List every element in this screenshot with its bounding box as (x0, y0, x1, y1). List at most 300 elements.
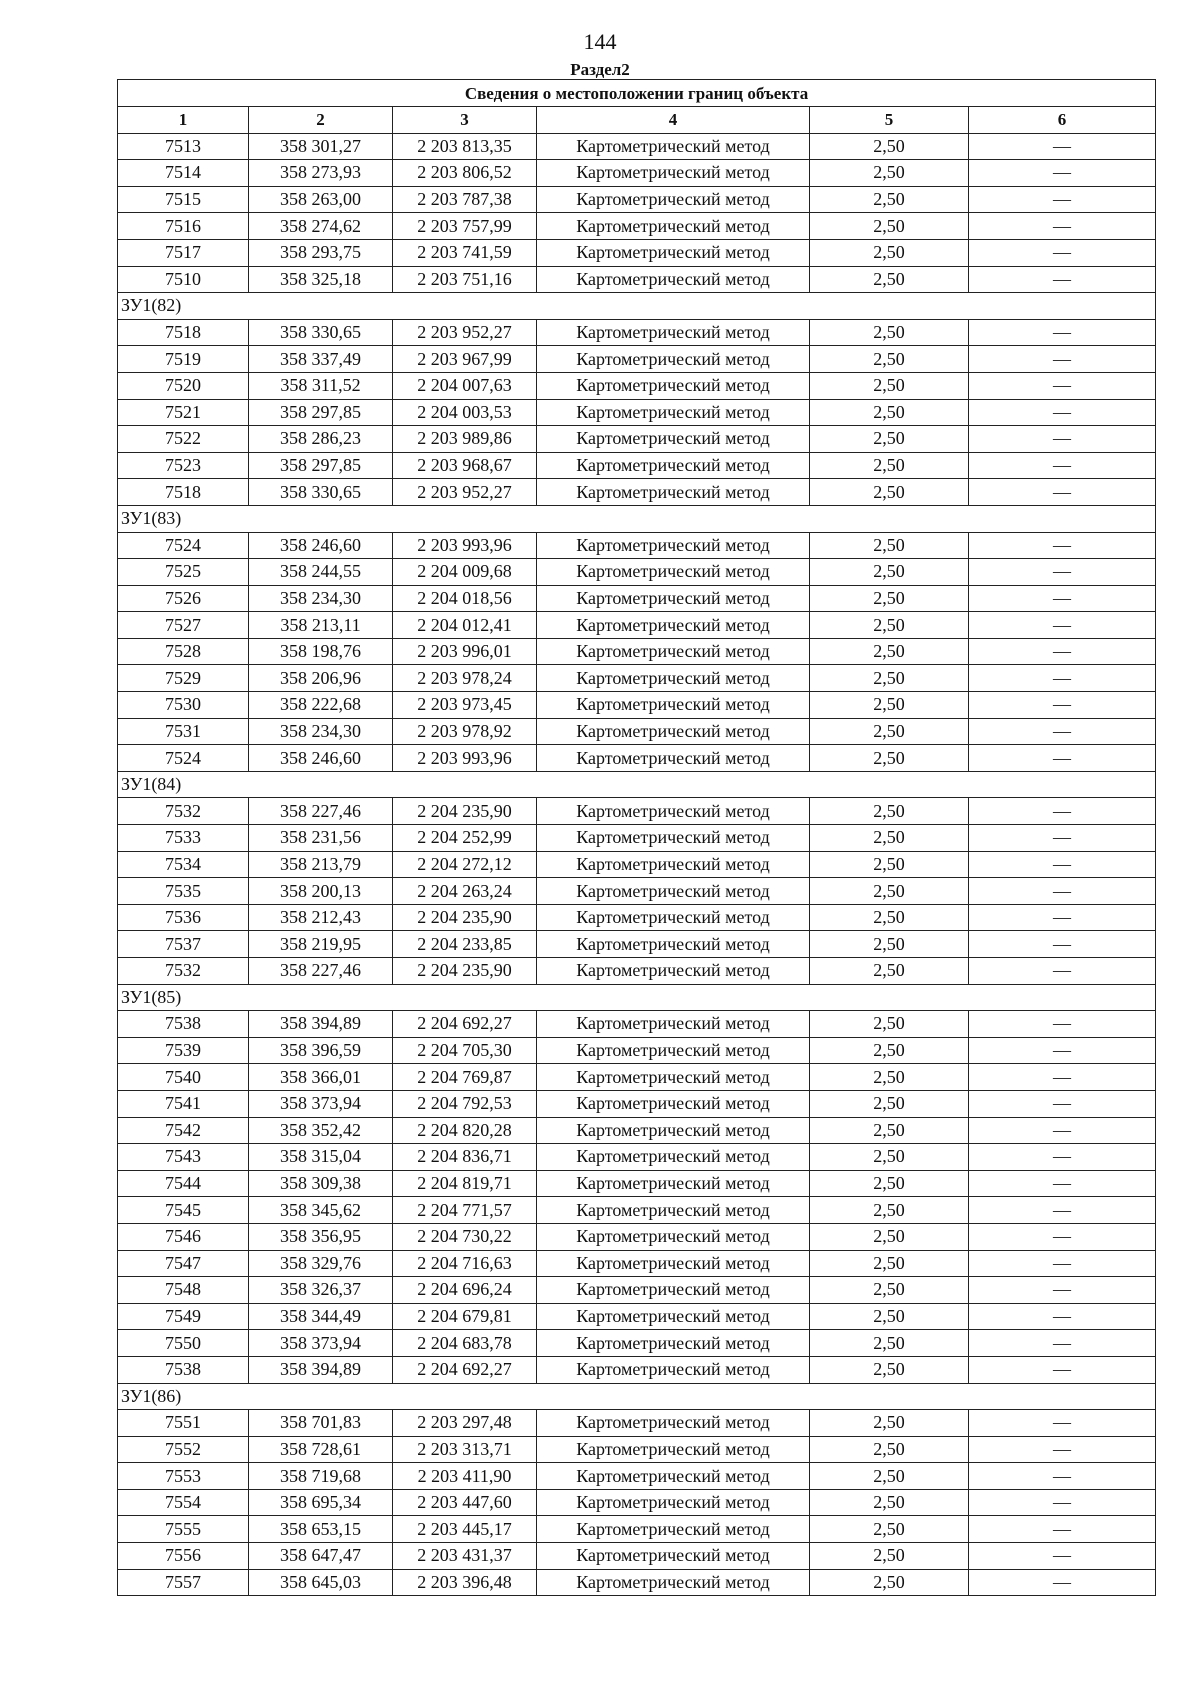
page-number: 144 (583, 29, 617, 54)
method-cell: Картометрический метод (537, 346, 810, 373)
accuracy-cell: 2,50 (810, 559, 969, 586)
table-row (118, 612, 1156, 639)
method-cell: Картометрический метод (537, 239, 810, 266)
description-cell: — (969, 1117, 1156, 1144)
accuracy-cell: 2,50 (810, 1303, 969, 1330)
column-number-header: 5 (810, 107, 969, 134)
y-coordinate-cell: 2 204 692,27 (393, 1011, 537, 1038)
accuracy-cell: 2,50 (810, 878, 969, 905)
y-coordinate-cell: 2 203 411,90 (393, 1463, 537, 1490)
method-cell: Картометрический метод (537, 1463, 810, 1490)
description-cell: — (969, 1090, 1156, 1117)
description-cell: — (969, 718, 1156, 745)
group-header-row (118, 771, 1156, 798)
description-cell: — (969, 1277, 1156, 1304)
table-row (118, 1037, 1156, 1064)
y-coordinate-cell: 2 203 973,45 (393, 692, 537, 719)
boundary-coordinates-table (117, 79, 1156, 1596)
description-cell: — (969, 213, 1156, 240)
method-cell: Картометрический метод (537, 372, 810, 399)
point-number-cell: 7530 (118, 692, 249, 719)
description-cell: — (969, 851, 1156, 878)
x-coordinate-cell: 358 246,60 (249, 532, 393, 559)
y-coordinate-cell: 2 203 993,96 (393, 745, 537, 772)
accuracy-cell: 2,50 (810, 665, 969, 692)
x-coordinate-cell: 358 344,49 (249, 1303, 393, 1330)
point-number-cell: 7531 (118, 718, 249, 745)
accuracy-cell: 2,50 (810, 1463, 969, 1490)
table-row (118, 426, 1156, 453)
table-row (118, 665, 1156, 692)
x-coordinate-cell: 358 213,79 (249, 851, 393, 878)
description-cell: — (969, 1516, 1156, 1543)
accuracy-cell: 2,50 (810, 452, 969, 479)
point-number-cell: 7520 (118, 372, 249, 399)
group-header-row (118, 1383, 1156, 1410)
point-number-cell: 7556 (118, 1543, 249, 1570)
point-number-cell: 7542 (118, 1117, 249, 1144)
method-cell: Картометрический метод (537, 1011, 810, 1038)
description-cell: — (969, 559, 1156, 586)
table-row (118, 1410, 1156, 1437)
group-header-row (118, 505, 1156, 532)
point-number-cell: 7515 (118, 186, 249, 213)
accuracy-cell: 2,50 (810, 160, 969, 187)
y-coordinate-cell: 2 203 445,17 (393, 1516, 537, 1543)
method-cell: Картометрический метод (537, 878, 810, 905)
description-cell: — (969, 1197, 1156, 1224)
y-coordinate-cell: 2 203 968,67 (393, 452, 537, 479)
description-cell: — (969, 1410, 1156, 1437)
method-cell: Картометрический метод (537, 1356, 810, 1383)
y-coordinate-cell: 2 204 705,30 (393, 1037, 537, 1064)
method-cell: Картометрический метод (537, 186, 810, 213)
method-cell: Картометрический метод (537, 1436, 810, 1463)
method-cell: Картометрический метод (537, 532, 810, 559)
x-coordinate-cell: 358 206,96 (249, 665, 393, 692)
table-row (118, 585, 1156, 612)
description-cell: — (969, 1436, 1156, 1463)
description-cell: — (969, 798, 1156, 825)
description-cell: — (969, 1303, 1156, 1330)
table-row (118, 1197, 1156, 1224)
point-number-cell: 7555 (118, 1516, 249, 1543)
table-row (118, 904, 1156, 931)
accuracy-cell: 2,50 (810, 612, 969, 639)
y-coordinate-cell: 2 204 003,53 (393, 399, 537, 426)
table-row (118, 160, 1156, 187)
point-number-cell: 7527 (118, 612, 249, 639)
accuracy-cell: 2,50 (810, 1489, 969, 1516)
description-cell: — (969, 904, 1156, 931)
point-number-cell: 7514 (118, 160, 249, 187)
y-coordinate-cell: 2 203 396,48 (393, 1569, 537, 1596)
description-cell: — (969, 160, 1156, 187)
method-cell: Картометрический метод (537, 798, 810, 825)
x-coordinate-cell: 358 273,93 (249, 160, 393, 187)
method-cell: Картометрический метод (537, 266, 810, 293)
point-number-cell: 7550 (118, 1330, 249, 1357)
x-coordinate-cell: 358 244,55 (249, 559, 393, 586)
table-row (118, 745, 1156, 772)
method-cell: Картометрический метод (537, 638, 810, 665)
table-row (118, 798, 1156, 825)
description-cell: — (969, 1064, 1156, 1091)
y-coordinate-cell: 2 203 806,52 (393, 160, 537, 187)
method-cell: Картометрический метод (537, 1117, 810, 1144)
description-cell: — (969, 1543, 1156, 1570)
description-cell: — (969, 931, 1156, 958)
point-number-cell: 7513 (118, 133, 249, 160)
point-number-cell: 7534 (118, 851, 249, 878)
table-body (118, 133, 1156, 1596)
point-number-cell: 7525 (118, 559, 249, 586)
method-cell: Картометрический метод (537, 1037, 810, 1064)
y-coordinate-cell: 2 203 978,92 (393, 718, 537, 745)
description-cell: — (969, 745, 1156, 772)
table-row (118, 1463, 1156, 1490)
method-cell: Картометрический метод (537, 133, 810, 160)
y-coordinate-cell: 2 203 952,27 (393, 319, 537, 346)
table-row (118, 213, 1156, 240)
method-cell: Картометрический метод (537, 559, 810, 586)
x-coordinate-cell: 358 227,46 (249, 798, 393, 825)
y-coordinate-cell: 2 204 007,63 (393, 372, 537, 399)
method-cell: Картометрический метод (537, 452, 810, 479)
accuracy-cell: 2,50 (810, 798, 969, 825)
y-coordinate-cell: 2 204 820,28 (393, 1117, 537, 1144)
table-row (118, 1277, 1156, 1304)
table-row (118, 1223, 1156, 1250)
table-row (118, 825, 1156, 852)
x-coordinate-cell: 358 200,13 (249, 878, 393, 905)
x-coordinate-cell: 358 198,76 (249, 638, 393, 665)
table-row (118, 1543, 1156, 1570)
table-caption: Сведения о местоположении границ объекта (118, 80, 1156, 107)
method-cell: Картометрический метод (537, 665, 810, 692)
point-number-cell: 7536 (118, 904, 249, 931)
y-coordinate-cell: 2 204 819,71 (393, 1170, 537, 1197)
x-coordinate-cell: 358 212,43 (249, 904, 393, 931)
description-cell: — (969, 426, 1156, 453)
method-cell: Картометрический метод (537, 479, 810, 506)
table-row (118, 1064, 1156, 1091)
description-cell: — (969, 1011, 1156, 1038)
point-number-cell: 7522 (118, 426, 249, 453)
x-coordinate-cell: 358 311,52 (249, 372, 393, 399)
x-coordinate-cell: 358 309,38 (249, 1170, 393, 1197)
description-cell: — (969, 133, 1156, 160)
description-cell: — (969, 1170, 1156, 1197)
y-coordinate-cell: 2 204 692,27 (393, 1356, 537, 1383)
description-cell: — (969, 638, 1156, 665)
y-coordinate-cell: 2 204 263,24 (393, 878, 537, 905)
description-cell: — (969, 878, 1156, 905)
x-coordinate-cell: 358 394,89 (249, 1011, 393, 1038)
description-cell: — (969, 1330, 1156, 1357)
table-row (118, 186, 1156, 213)
method-cell: Картометрический метод (537, 1277, 810, 1304)
column-number-header: 4 (537, 107, 810, 134)
point-number-cell: 7549 (118, 1303, 249, 1330)
table-row (118, 239, 1156, 266)
method-cell: Картометрический метод (537, 399, 810, 426)
y-coordinate-cell: 2 203 757,99 (393, 213, 537, 240)
method-cell: Картометрический метод (537, 931, 810, 958)
accuracy-cell: 2,50 (810, 1410, 969, 1437)
description-cell: — (969, 1037, 1156, 1064)
method-cell: Картометрический метод (537, 319, 810, 346)
accuracy-cell: 2,50 (810, 1516, 969, 1543)
method-cell: Картометрический метод (537, 426, 810, 453)
y-coordinate-cell: 2 204 272,12 (393, 851, 537, 878)
method-cell: Картометрический метод (537, 1410, 810, 1437)
x-coordinate-cell: 358 653,15 (249, 1516, 393, 1543)
accuracy-cell: 2,50 (810, 1170, 969, 1197)
table-row (118, 958, 1156, 985)
y-coordinate-cell: 2 203 447,60 (393, 1489, 537, 1516)
group-label: ЗУ1(86) (118, 1383, 1156, 1410)
y-coordinate-cell: 2 204 009,68 (393, 559, 537, 586)
x-coordinate-cell: 358 396,59 (249, 1037, 393, 1064)
table-row (118, 878, 1156, 905)
point-number-cell: 7537 (118, 931, 249, 958)
method-cell: Картометрический метод (537, 1197, 810, 1224)
accuracy-cell: 2,50 (810, 1356, 969, 1383)
point-number-cell: 7510 (118, 266, 249, 293)
x-coordinate-cell: 358 293,75 (249, 239, 393, 266)
method-cell: Картометрический метод (537, 1330, 810, 1357)
description-cell: — (969, 266, 1156, 293)
section-title: Раздел2 (570, 60, 630, 79)
method-cell: Картометрический метод (537, 213, 810, 240)
description-cell: — (969, 399, 1156, 426)
description-cell: — (969, 665, 1156, 692)
point-number-cell: 7548 (118, 1277, 249, 1304)
point-number-cell: 7516 (118, 213, 249, 240)
y-coordinate-cell: 2 204 836,71 (393, 1144, 537, 1171)
method-cell: Картометрический метод (537, 958, 810, 985)
column-number-header: 1 (118, 107, 249, 134)
x-coordinate-cell: 358 234,30 (249, 585, 393, 612)
description-cell: — (969, 1569, 1156, 1596)
y-coordinate-cell: 2 203 741,59 (393, 239, 537, 266)
accuracy-cell: 2,50 (810, 399, 969, 426)
description-cell: — (969, 239, 1156, 266)
method-cell: Картометрический метод (537, 1170, 810, 1197)
accuracy-cell: 2,50 (810, 1037, 969, 1064)
table-row (118, 372, 1156, 399)
point-number-cell: 7543 (118, 1144, 249, 1171)
y-coordinate-cell: 2 204 235,90 (393, 904, 537, 931)
accuracy-cell: 2,50 (810, 904, 969, 931)
accuracy-cell: 2,50 (810, 931, 969, 958)
column-number-header: 2 (249, 107, 393, 134)
table-row (118, 1090, 1156, 1117)
point-number-cell: 7544 (118, 1170, 249, 1197)
y-coordinate-cell: 2 204 730,22 (393, 1223, 537, 1250)
accuracy-cell: 2,50 (810, 1543, 969, 1570)
method-cell: Картометрический метод (537, 1516, 810, 1543)
group-header-row (118, 984, 1156, 1011)
y-coordinate-cell: 2 204 683,78 (393, 1330, 537, 1357)
x-coordinate-cell: 358 274,62 (249, 213, 393, 240)
accuracy-cell: 2,50 (810, 479, 969, 506)
description-cell: — (969, 612, 1156, 639)
table-row (118, 479, 1156, 506)
accuracy-cell: 2,50 (810, 426, 969, 453)
x-coordinate-cell: 358 286,23 (249, 426, 393, 453)
x-coordinate-cell: 358 647,47 (249, 1543, 393, 1570)
y-coordinate-cell: 2 204 769,87 (393, 1064, 537, 1091)
description-cell: — (969, 585, 1156, 612)
y-coordinate-cell: 2 204 679,81 (393, 1303, 537, 1330)
accuracy-cell: 2,50 (810, 851, 969, 878)
x-coordinate-cell: 358 297,85 (249, 399, 393, 426)
x-coordinate-cell: 358 301,27 (249, 133, 393, 160)
point-number-cell: 7523 (118, 452, 249, 479)
method-cell: Картометрический метод (537, 1250, 810, 1277)
accuracy-cell: 2,50 (810, 958, 969, 985)
x-coordinate-cell: 358 373,94 (249, 1090, 393, 1117)
description-cell: — (969, 1223, 1156, 1250)
point-number-cell: 7540 (118, 1064, 249, 1091)
accuracy-cell: 2,50 (810, 1330, 969, 1357)
method-cell: Картометрический метод (537, 1223, 810, 1250)
accuracy-cell: 2,50 (810, 213, 969, 240)
method-cell: Картометрический метод (537, 1489, 810, 1516)
accuracy-cell: 2,50 (810, 266, 969, 293)
y-coordinate-cell: 2 204 716,63 (393, 1250, 537, 1277)
description-cell: — (969, 1144, 1156, 1171)
description-cell: — (969, 532, 1156, 559)
accuracy-cell: 2,50 (810, 1090, 969, 1117)
table-row (118, 319, 1156, 346)
description-cell: — (969, 452, 1156, 479)
x-coordinate-cell: 358 356,95 (249, 1223, 393, 1250)
y-coordinate-cell: 2 203 813,35 (393, 133, 537, 160)
method-cell: Картометрический метод (537, 1569, 810, 1596)
y-coordinate-cell: 2 204 235,90 (393, 958, 537, 985)
y-coordinate-cell: 2 203 967,99 (393, 346, 537, 373)
point-number-cell: 7547 (118, 1250, 249, 1277)
description-cell: — (969, 186, 1156, 213)
y-coordinate-cell: 2 204 252,99 (393, 825, 537, 852)
method-cell: Картометрический метод (537, 904, 810, 931)
accuracy-cell: 2,50 (810, 1250, 969, 1277)
accuracy-cell: 2,50 (810, 1569, 969, 1596)
accuracy-cell: 2,50 (810, 585, 969, 612)
accuracy-cell: 2,50 (810, 1117, 969, 1144)
method-cell: Картометрический метод (537, 1090, 810, 1117)
method-cell: Картометрический метод (537, 1144, 810, 1171)
point-number-cell: 7557 (118, 1569, 249, 1596)
accuracy-cell: 2,50 (810, 186, 969, 213)
group-header-row (118, 293, 1156, 320)
description-cell: — (969, 1356, 1156, 1383)
table-row (118, 931, 1156, 958)
accuracy-cell: 2,50 (810, 1197, 969, 1224)
point-number-cell: 7518 (118, 319, 249, 346)
x-coordinate-cell: 358 337,49 (249, 346, 393, 373)
y-coordinate-cell: 2 203 431,37 (393, 1543, 537, 1570)
description-cell: — (969, 346, 1156, 373)
y-coordinate-cell: 2 203 996,01 (393, 638, 537, 665)
point-number-cell: 7538 (118, 1011, 249, 1038)
x-coordinate-cell: 358 330,65 (249, 479, 393, 506)
accuracy-cell: 2,50 (810, 532, 969, 559)
accuracy-cell: 2,50 (810, 1064, 969, 1091)
point-number-cell: 7538 (118, 1356, 249, 1383)
method-cell: Картометрический метод (537, 1064, 810, 1091)
table-row (118, 1011, 1156, 1038)
accuracy-cell: 2,50 (810, 692, 969, 719)
y-coordinate-cell: 2 203 313,71 (393, 1436, 537, 1463)
x-coordinate-cell: 358 213,11 (249, 612, 393, 639)
y-coordinate-cell: 2 203 297,48 (393, 1410, 537, 1437)
table-row (118, 532, 1156, 559)
x-coordinate-cell: 358 394,89 (249, 1356, 393, 1383)
table-row (118, 452, 1156, 479)
x-coordinate-cell: 358 352,42 (249, 1117, 393, 1144)
table-row (118, 1117, 1156, 1144)
x-coordinate-cell: 358 345,62 (249, 1197, 393, 1224)
table-row (118, 692, 1156, 719)
table-row (118, 1144, 1156, 1171)
method-cell: Картометрический метод (537, 585, 810, 612)
group-label: ЗУ1(84) (118, 771, 1156, 798)
point-number-cell: 7551 (118, 1410, 249, 1437)
y-coordinate-cell: 2 204 696,24 (393, 1277, 537, 1304)
method-cell: Картометрический метод (537, 612, 810, 639)
description-cell: — (969, 1489, 1156, 1516)
point-number-cell: 7546 (118, 1223, 249, 1250)
point-number-cell: 7552 (118, 1436, 249, 1463)
accuracy-cell: 2,50 (810, 319, 969, 346)
point-number-cell: 7517 (118, 239, 249, 266)
accuracy-cell: 2,50 (810, 346, 969, 373)
accuracy-cell: 2,50 (810, 638, 969, 665)
accuracy-cell: 2,50 (810, 1277, 969, 1304)
accuracy-cell: 2,50 (810, 1223, 969, 1250)
y-coordinate-cell: 2 203 787,38 (393, 186, 537, 213)
table-row (118, 638, 1156, 665)
table-row (118, 399, 1156, 426)
x-coordinate-cell: 358 219,95 (249, 931, 393, 958)
y-coordinate-cell: 2 203 952,27 (393, 479, 537, 506)
x-coordinate-cell: 358 227,46 (249, 958, 393, 985)
accuracy-cell: 2,50 (810, 825, 969, 852)
y-coordinate-cell: 2 203 993,96 (393, 532, 537, 559)
method-cell: Картометрический метод (537, 745, 810, 772)
table-row (118, 559, 1156, 586)
y-coordinate-cell: 2 203 978,24 (393, 665, 537, 692)
accuracy-cell: 2,50 (810, 718, 969, 745)
point-number-cell: 7541 (118, 1090, 249, 1117)
table-row (118, 266, 1156, 293)
accuracy-cell: 2,50 (810, 239, 969, 266)
x-coordinate-cell: 358 325,18 (249, 266, 393, 293)
point-number-cell: 7524 (118, 745, 249, 772)
description-cell: — (969, 692, 1156, 719)
column-number-header: 3 (393, 107, 537, 134)
table-row (118, 1250, 1156, 1277)
x-coordinate-cell: 358 329,76 (249, 1250, 393, 1277)
point-number-cell: 7532 (118, 798, 249, 825)
table-row (118, 1303, 1156, 1330)
x-coordinate-cell: 358 222,68 (249, 692, 393, 719)
table-row (118, 1436, 1156, 1463)
